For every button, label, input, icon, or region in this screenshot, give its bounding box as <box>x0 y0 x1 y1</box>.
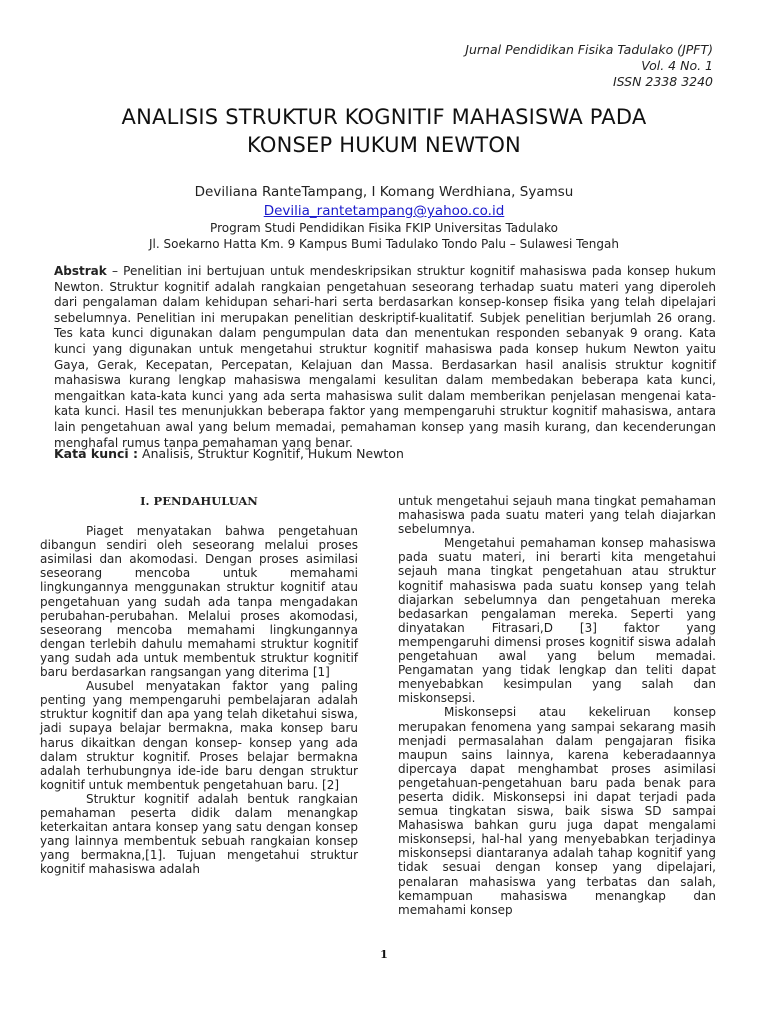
keywords-text: Analisis, Struktur Kognitif, Hukum Newton <box>138 446 404 461</box>
affiliation <box>0 220 768 252</box>
paragraph: Mengetahui pemahaman konsep mahasiswa pada suatu materi, ini berarti kita mengetahui sejauh mana tingkat pengetahuan atau struktur kognitif mahasiswa pada suatu konsep yang telah diajarkan sebelumnya dan pengetahuan mereka bedasarkan pengalaman mereka. Seperti yang dinyatakan Fitrasari,D [3] faktor yang mempengaruhi dimensi proses kognitif siswa adalah pengetahuan awal yang belum memadai. Pengamatan yang tidak lengkap dan teliti dapat menyebabkan kesimpulan yang salah dan miskonsepsi. <box>398 536 716 706</box>
keywords-label: Kata kunci : <box>54 446 139 461</box>
abstract <box>54 264 716 451</box>
authors: Deviliana RanteTampang, I Komang Werdhiana, Syamsu <box>194 184 574 200</box>
title-line-1: ANALISIS STRUKTUR KOGNITIF MAHASISWA PADA <box>121 105 647 129</box>
journal-issn: ISSN 2338 3240 <box>612 74 713 89</box>
right-column <box>398 494 716 917</box>
paragraph: Ausubel menyatakan faktor yang paling penting yang mempengaruhi pembelajaran adalah struktur kognitif dan apa yang telah diketahui siswa, jadi supaya belajar bermakna, maka konsep baru harus dikaitkan dengan konsep- konsep yang ada dalam struktur kognitif. Proses belajar bermakna adalah terhubungnya ide-ide baru dengan struktur kognitif untuk membentuk pengetahuan baru. [2] <box>40 679 358 792</box>
email-link[interactable]: Devilia_rantetampang@yahoo.co.id <box>263 203 505 219</box>
page-number: 1 <box>380 948 388 961</box>
left-column <box>40 494 358 876</box>
paragraph: Miskonsepsi atau kekeliruan konsep merupakan fenomena yang sampai sekarang masih menjadi permasalahan dalam pengajaran fisika maupun sains lainnya, karena keberadaannya dipercaya dapat menghambat proses asimilasi pengetahuan-pengetahuan baru pada benak para peserta didik. Miskonsepsi ini dapat terjadi pada semua tingkatan siswa, baik siswa SD sampai Mahasiswa bahkan guru juga dapat mengalami miskonsepsi, hal-hal yang menyebabkan terjadinya miskonsepsi diantaranya adalah tahap kognitif yang tidak sesuai dengan konsep yang dipelajari, penalaran mahasiswa yang terbatas dan salah, kemampuan mahasiswa menangkap dan memahami konsep <box>398 705 716 917</box>
affiliation-line-2: Jl. Soekarno Hatta Km. 9 Kampus Bumi Tadulako Tondo Palu – Sulawesi Tengah <box>149 237 619 251</box>
paragraph: untuk mengetahui sejauh mana tingkat pemahaman mahasiswa pada suatu materi yang telah diajarkan sebelumnya. <box>398 494 716 537</box>
paper-title <box>40 103 728 159</box>
affiliation-line-1: Program Studi Pendidikan Fisika FKIP Universitas Tadulako <box>210 221 558 235</box>
abstract-label: Abstrak <box>54 264 107 278</box>
journal-name: Jurnal Pendidikan Fisika Tadulako (JPFT) <box>465 42 713 57</box>
paragraph: Piaget menyatakan bahwa pengetahuan dibangun sendiri oleh seseorang melalui proses asimilasi dan akomodasi. Dengan proses asimilasi seseorang mencoba untuk memahami lingkungannya menggunakan struktur kognitif atau pengetahuan yang sudah ada tanpa mengadakan perubahan-perubahan. Melalui proses akomodasi, seseorang mencoba memahami lingkungannya dengan terlebih dahulu memahami struktur kognitif yang sudah ada untuk membentuk struktur kognitif baru berdasarkan rangsangan yang diterima [1] <box>40 524 358 680</box>
abstract-text: – Penelitian ini bertujuan untuk mendeskripsikan struktur kognitif mahasiswa pada konsep hukum Newton. Struktur kognitif adalah rangkaian pengetahuan seseorang terhadap suatu materi yang diperoleh dari pengalaman dalam kehidupan sehari-hari serta berdasarkan konsep-konsep fisika yang telah dipelajari sebelumnya. Penelitian ini merupakan penelitian deskriptif-kualitatif. Subjek penelitian berjumlah 26 orang. Tes kata kunci digunakan dalam pengumpulan data dan menentukan responden sebanyak 9 orang. Kata kunci yang digunakan untuk mengetahui struktur kognitif mahasiswa pada konsep hukum Newton yaitu Gaya, Gerak, Kecepatan, Percepatan, Kelajuan dan Massa. Berdasarkan hasil analisis struktur kognitif mahasiswa kurang lengkap mahasiswa mengalami kesulitan dalam membedakan beberapa kata kunci, mengaitkan kata-kata kunci yang ada serta mahasiswa sulit dalam memberikan penjelasan mengenai kata-kata kunci. Hasil tes menunjukkan beberapa faktor yang mempengaruhi struktur kognitif mahasiswa, antara lain pengetahuan awal yang belum memadai, pemahaman konsep yang masih kurang, dan kecenderungan menghafal rumus tanpa pemahaman yang benar. <box>54 264 716 450</box>
author-email <box>0 202 768 221</box>
keywords <box>54 446 716 462</box>
paragraph: Struktur kognitif adalah bentuk rangkaian pemahaman peserta didik dalam menangkap keterkaitan antara konsep yang satu dengan konsep yang lainnya membentuk sebuah rangkaian konsep yang bermakna,[1]. Tujuan mengetahui struktur kognitif mahasiswa adalah <box>40 791 358 877</box>
journal-volume: Vol. 4 No. 1 <box>641 58 713 73</box>
section-heading: I. PENDAHULUAN <box>140 494 258 508</box>
title-line-2: KONSEP HUKUM NEWTON <box>247 133 521 157</box>
journal-header <box>465 42 713 90</box>
